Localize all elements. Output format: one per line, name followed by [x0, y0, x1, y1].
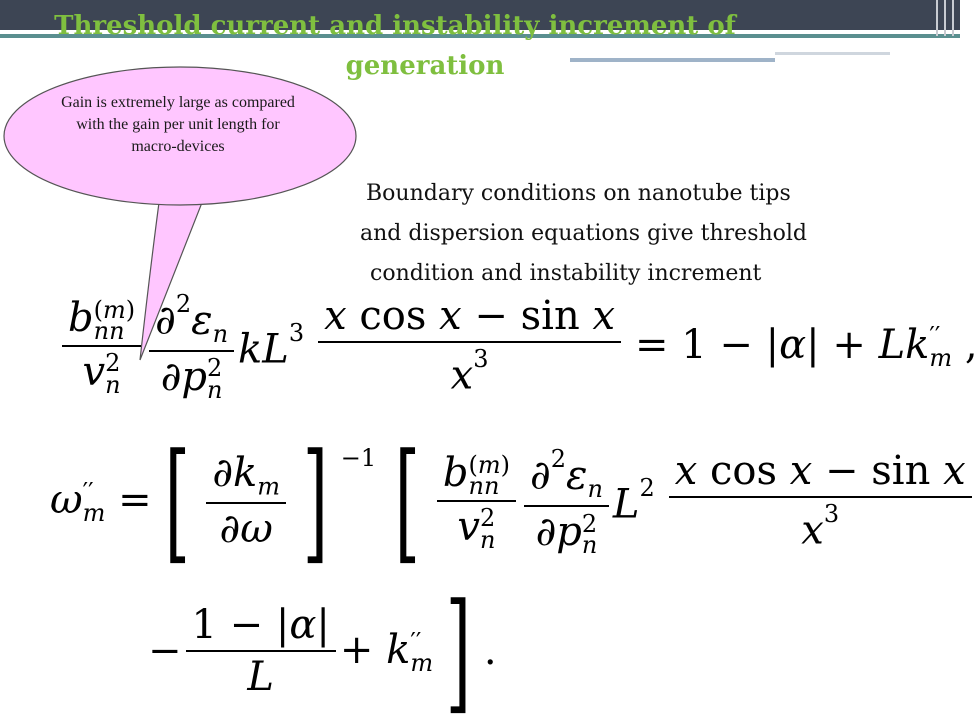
callout-text: Gain is extremely large as compared with the gain per unit length for macro-devices: [61, 94, 295, 155]
frac-dk-domega: $\partial k_m$ ∂ω: [206, 450, 286, 552]
description: [360, 174, 950, 294]
frac-b-over-v-2: b (m) nn v 2 n: [437, 450, 516, 551]
frac-xcos: $\frac{\text{x cos x − sin x}}{x^3}$: [318, 293, 621, 399]
title-line-2: generation: [345, 51, 505, 81]
description-line-3: condition and instability increment: [370, 261, 762, 286]
equation-increment-cont: − $\frac{1 - |\alpha|}{L}$ + k ′′ m ] .: [148, 575, 497, 727]
equation-increment: ω ′′ m = [ $\partial k_m$ ∂ω ] −1 [ b (m) nn v 2 n $\partial^2\varepsilon_n$ ∂p 2 n $L^2$ x cos x − sin x $x^3$: [50, 436, 976, 566]
description-line-2: and dispersion equations give threshold: [360, 221, 808, 246]
frac-b-over-v: b (m) nn v 2 n: [62, 295, 141, 396]
equation-threshold: b (m) nn v 2 n $\partial^2\varepsilon_n$ ∂p 2 n $kL^3$ $\frac{\text{x cos x − sin x}}{x^3}$ = 1 − |α| + Lk ′′ m ,: [58, 290, 978, 402]
frac-d2eps-dp2: $\partial^2\varepsilon_n$ ∂p 2 n: [149, 290, 234, 402]
description-line-1: Boundary conditions on nanotube tips: [366, 181, 791, 206]
frac-xcos-2: x cos x − sin x $x^3$: [669, 448, 972, 554]
title-line-1: Threshold current and instability increment of: [54, 11, 736, 41]
frac-d2eps-dp2-2: $\partial^2\varepsilon_n$ ∂p 2 n: [524, 445, 609, 557]
frac-one-minus-alpha: $\frac{1 - |\alpha|}{L}$: [186, 602, 336, 700]
